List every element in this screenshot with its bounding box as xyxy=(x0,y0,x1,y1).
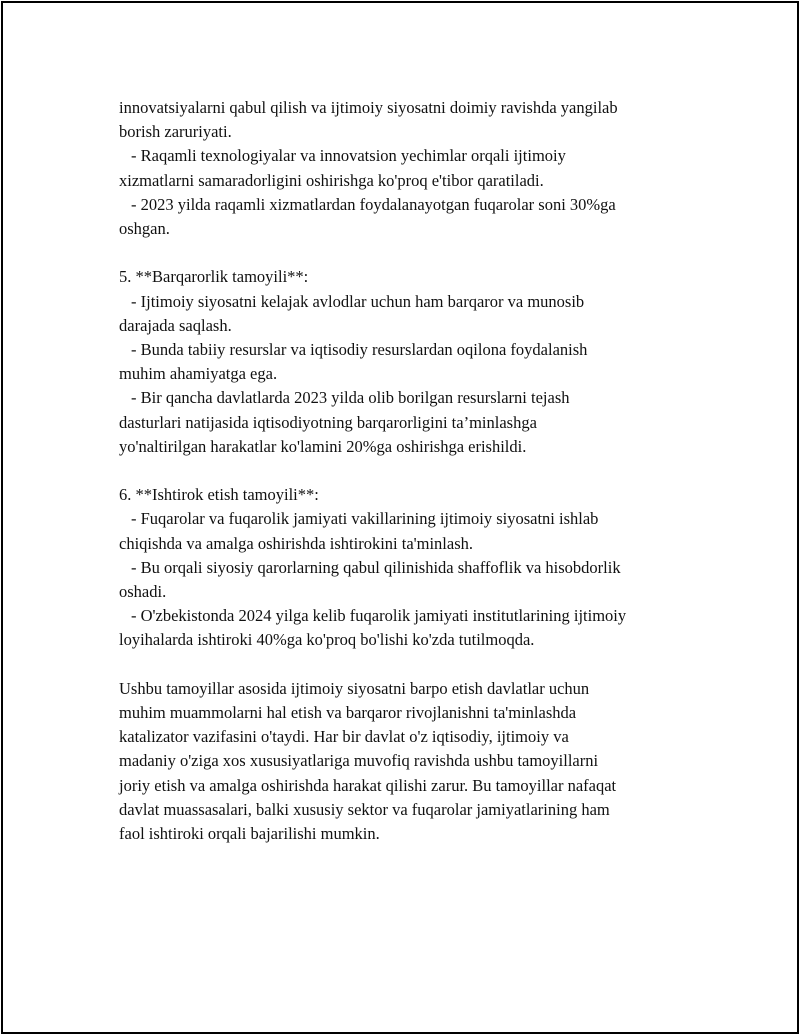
paragraph-line: borish zaruriyati. xyxy=(119,122,232,142)
bullet-line: - O'zbekistonda 2024 yilga kelib fuqarolik jamiyati institutlarining ijtimoiy xyxy=(131,606,627,626)
bullet-line: - Bu orqali siyosiy qarorlarning qabul qilinishida shaffoflik va hisobdorlik xyxy=(131,557,621,577)
section-heading: 5. **Barqarorlik tamoyili**: xyxy=(119,267,309,287)
paragraph-line: muhim muammolarni hal etish va barqaror rivojlanishni ta'minlashda xyxy=(119,703,577,723)
paragraph-line: Ushbu tamoyillar asosida ijtimoiy siyosatni barpo etish davlatlar uchun xyxy=(119,678,590,698)
bullet-line: oshgan. xyxy=(119,219,170,239)
bullet-line: oshadi. xyxy=(119,582,167,602)
bullet-line: - Raqamli texnologiyalar va innovatsion yechimlar orqali ijtimoiy xyxy=(131,146,566,166)
paragraph-line: davlat muassasalari, balki xususiy sektor va fuqarolar jamiyatlarining ham xyxy=(119,799,610,819)
bullet-item xyxy=(119,556,699,604)
bullet-item xyxy=(119,193,699,241)
bullet-item xyxy=(119,290,699,338)
bullet-line: darajada saqlash. xyxy=(119,315,232,335)
bullet-item xyxy=(119,604,699,652)
paragraph-line: innovatsiyalarni qabul qilish va ijtimoiy siyosatni doimiy ravishda yangilab xyxy=(119,98,618,117)
bullet-line: - Ijtimoiy siyosatni kelajak avlodlar uchun ham barqaror va munosib xyxy=(131,291,585,311)
bullet-line: loyihalarda ishtiroki 40%ga ko'proq bo'lishi ko'zda tutilmoqda. xyxy=(119,630,535,650)
bullet-line: - Fuqarolar va fuqarolik jamiyati vakillarining ijtimoiy siyosatni ishlab xyxy=(131,509,599,529)
bullet-item xyxy=(119,386,699,459)
paragraph-line: joriy etish va amalga oshirishda harakat qilishi zarur. Bu tamoyillar nafaqat xyxy=(119,775,617,795)
bullet-line: yo'naltirilgan harakatlar ko'lamini 20%ga oshirishga erishildi. xyxy=(119,436,527,456)
section-6 xyxy=(119,483,699,652)
conclusion-paragraph xyxy=(119,677,699,846)
bullet-line: - 2023 yilda raqamli xizmatlardan foydalanayotgan fuqarolar soni 30%ga xyxy=(131,194,616,214)
bullet-item xyxy=(119,507,699,555)
bullet-line: - Bir qancha davlatlarda 2023 yilda olib borilgan resurslarni tejash xyxy=(131,388,570,408)
page-frame xyxy=(1,1,799,1034)
paragraph-line: madaniy o'ziga xos xususiyatlariga muvofiq ravishda ushbu tamoyillarni xyxy=(119,751,599,771)
paragraph-line: faol ishtiroki orqali bajarilishi mumkin. xyxy=(119,824,380,844)
section-5 xyxy=(119,265,699,459)
document-body xyxy=(119,96,699,846)
paragraph-line: katalizator vazifasini o'taydi. Har bir davlat o'z iqtisodiy, ijtimoiy va xyxy=(119,727,569,747)
bullet-line: - Bunda tabiiy resurslar va iqtisodiy resurslardan oqilona foydalanish xyxy=(131,340,588,360)
bullet-line: dasturlari natijasida iqtisodiyotning barqarorligini ta’minlashga xyxy=(119,412,537,432)
bullet-line: xizmatlarni samaradorligini oshirishga ko'proq e'tibor qaratiladi. xyxy=(119,170,544,190)
bullet-line: muhim ahamiyatga ega. xyxy=(119,364,278,384)
section-heading: 6. **Ishtirok etish tamoyili**: xyxy=(119,485,319,505)
bullet-line: chiqishda va amalga oshirishda ishtirokini ta'minlash. xyxy=(119,533,473,553)
bullet-item xyxy=(119,338,699,386)
bullet-item xyxy=(119,144,699,192)
intro-block xyxy=(119,96,699,241)
